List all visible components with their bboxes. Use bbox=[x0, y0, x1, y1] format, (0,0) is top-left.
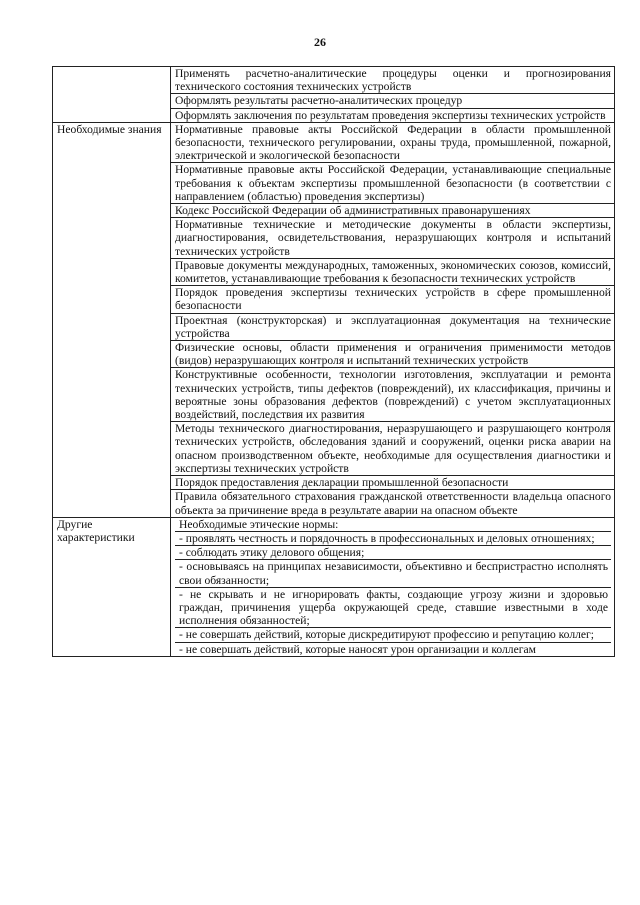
table-cell-item: Оформлять результаты расчетно-аналитических процедур bbox=[171, 94, 615, 108]
table-row bbox=[53, 517, 615, 656]
ethics-line: - не совершать действий, которые наносят урон организации и коллегам bbox=[179, 642, 536, 656]
table-cell-item: Кодекс Российской Федерации об административных правонарушениях bbox=[171, 204, 615, 218]
table-cell-item: Конструктивные особенности, технологии изготовления, эксплуатации и ремонта технических устройств, типы дефектов (повреждений), их классификация, причины и вероятные зоны образования дефектов (повреждений) с учетом эксплуатационных воздействий, последствия их развития bbox=[171, 368, 615, 422]
table-cell-item: Нормативные правовые акты Российской Федерации, устанавливающие специальные требования к объектам экспертизы промышленной безопасности (в соответствии с направлением (областью) проведения экспертизы) bbox=[171, 163, 615, 204]
page-number: 26 bbox=[314, 35, 326, 49]
table-cell-item: Порядок предоставления декларации промышленной безопасности bbox=[171, 476, 615, 490]
ethics-line: - соблюдать этику делового общения; bbox=[175, 546, 611, 560]
table-row bbox=[53, 67, 615, 94]
ethics-line: Необходимые этические нормы: bbox=[175, 518, 611, 532]
table-cell-item: Оформлять заключения по результатам проведения экспертизы технических устройств bbox=[171, 108, 615, 122]
table-row bbox=[53, 122, 615, 163]
other-label: Другие характеристики bbox=[53, 517, 171, 656]
ethics-line: - проявлять честность и порядочность в профессиональных и деловых отношениях; bbox=[175, 532, 611, 546]
knowledge-label: Необходимые знания bbox=[53, 122, 171, 517]
table-cell-item: Методы технического диагностирования, неразрушающего и разрушающего контроля технических устройств, обследования зданий и сооружений, оценки риска аварии на опасном производственном объекте, необходимые для осуществления диагностики и экспертизы технических устройств bbox=[171, 422, 615, 476]
table-cell-item: Нормативные правовые акты Российской Федерации в области промышленной безопасности, технического регулировании, охраны труда, промышленной, пожарной, электрической и экологической безопасности bbox=[171, 122, 615, 163]
table-cell-item: Правовые документы международных, таможенных, экономических союзов, комиссий, комитетов, устанавливающие требования к безопасности технических устройств bbox=[171, 258, 615, 285]
table-cell-item: Нормативные технические и методические документы в области экспертизы, диагностирования, освидетельствования, неразрушающих контроля и испытаний технических устройств bbox=[171, 218, 615, 259]
table-cell-item: Физические основы, области применения и ограничения применимости методов (видов) неразрушающих контроля и испытаний технических устройств bbox=[171, 341, 615, 368]
table-cell-item: Правила обязательного страхования гражданской ответственности владельца опасного объекта за причинение вреда в результате аварии на опасном объекте bbox=[171, 490, 615, 517]
ethics-line: - основываясь на принципах независимости, объективно и беспристрастно исполнять свои обязанности; bbox=[175, 560, 611, 587]
ethics-cell bbox=[171, 517, 615, 656]
ethics-line: - не совершать действий, которые дискредитируют профессию и репутацию коллег; bbox=[175, 628, 611, 642]
ethics-line: - не скрывать и не игнорировать факты, создающие угрозу жизни и здоровью граждан, причинения ущерба окружающей среде, ставшие известными в ходе исполнения обязанностей; bbox=[175, 588, 611, 629]
empty-label-cell bbox=[53, 67, 171, 123]
table-cell-item: Проектная (конструкторская) и эксплуатационная документация на технические устройства bbox=[171, 313, 615, 340]
table-cell-item: Применять расчетно-аналитические процедуры оценки и прогнозирования технического состояния технических устройств bbox=[171, 67, 615, 94]
table-cell-item: Порядок проведения экспертизы технических устройств в сфере промышленной безопасности bbox=[171, 286, 615, 313]
qualification-table bbox=[52, 66, 615, 657]
